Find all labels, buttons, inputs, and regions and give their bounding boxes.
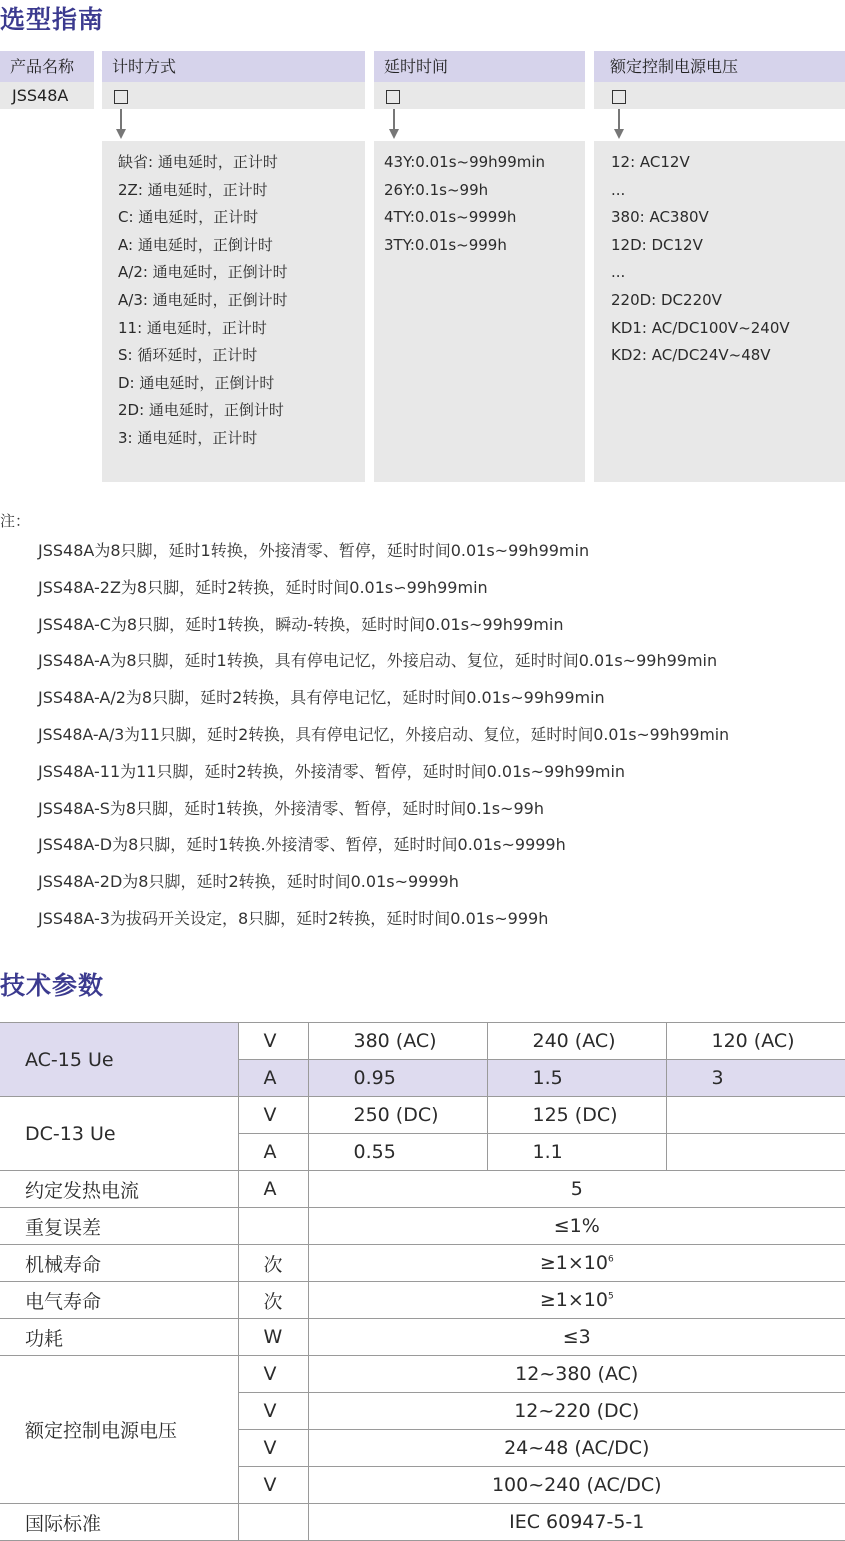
- table-row: [0, 1023, 845, 1060]
- list-item: ...: [611, 180, 626, 199]
- checkbox-icon: [612, 90, 626, 104]
- note-item: JSS48A-A/2为8只脚，延时2转换，具有停电记忆，延时时间0.01s~99h99min: [38, 688, 605, 708]
- table-row: [0, 1319, 845, 1356]
- list-item: 220D: DC220V: [611, 290, 722, 309]
- delay-time-options: [374, 141, 585, 482]
- dc13-v-2: 125 (DC): [487, 1097, 666, 1134]
- param-unit: [238, 1504, 308, 1541]
- supply-voltage-code-box: [594, 82, 845, 109]
- ac15-v-2: 240 (AC): [487, 1023, 666, 1060]
- note-item: JSS48A-A为8只脚，延时1转换，具有停电记忆，外接启动、复位，延时时间0.01s~99h99min: [38, 651, 718, 671]
- dc13-v-1: 250 (DC): [308, 1097, 487, 1134]
- param-value-exponent: 5: [607, 1291, 614, 1302]
- list-item: 12: AC12V: [611, 153, 690, 171]
- param-value: ≤3: [308, 1319, 845, 1356]
- delay-time-code-box: [374, 82, 585, 109]
- list-item: 2D: 通电延时，正倒计时: [118, 401, 284, 420]
- param-unit: V: [238, 1393, 308, 1430]
- supply-voltage-label: 额定控制电源电压: [0, 1356, 238, 1504]
- table-row: [0, 1097, 845, 1134]
- param-label: 机械寿命: [0, 1245, 238, 1282]
- checkbox-icon: [386, 90, 400, 104]
- note-item: JSS48A-11为11只脚，延时2转换，外接清零、暂停，延时时间0.01s~99h99min: [38, 761, 626, 781]
- param-unit: [238, 1208, 308, 1245]
- tech-params-title: 技术参数: [0, 971, 105, 1000]
- timing-mode-header: 计时方式: [102, 51, 365, 82]
- list-item: A: 通电延时，正倒计时: [118, 235, 273, 254]
- ac15-a-3: 3: [666, 1060, 845, 1097]
- param-label: 电气寿命: [0, 1282, 238, 1319]
- param-value: [308, 1245, 845, 1282]
- timing-mode-options: [102, 141, 365, 482]
- param-label: 功耗: [0, 1319, 238, 1356]
- param-unit: V: [238, 1430, 308, 1467]
- dc13-v-unit: V: [238, 1097, 308, 1134]
- table-row: [0, 1356, 845, 1393]
- note-item: JSS48A-2D为8只脚，延时2转换，延时时间0.01s~9999h: [38, 872, 459, 892]
- table-row: [0, 1504, 845, 1541]
- param-value: IEC 60947-5-1: [308, 1504, 845, 1541]
- ac15-a-1: 0.95: [308, 1060, 487, 1097]
- param-unit: 次: [238, 1245, 308, 1282]
- param-value-exponent: 6: [607, 1254, 614, 1265]
- tech-params-table: [0, 1022, 845, 1541]
- param-label: 约定发热电流: [0, 1171, 238, 1208]
- timing-mode-code-box: [102, 82, 365, 109]
- list-item: 3: 通电延时，正计时: [118, 428, 258, 447]
- product-name-value: JSS48A: [0, 82, 94, 109]
- supply-voltage-options: [594, 141, 845, 482]
- notes-label: 注：: [0, 512, 31, 530]
- notes-list: [38, 533, 729, 938]
- ac15-a-unit: A: [238, 1060, 308, 1097]
- list-item: 26Y:0.1s~99h: [384, 180, 489, 199]
- list-item: 3TY:0.01s~999h: [384, 235, 507, 254]
- list-item: D: 通电延时，正倒计时: [118, 373, 275, 392]
- note-item: JSS48A为8只脚，延时1转换，外接清零、暂停，延时时间0.01s~99h99min: [38, 541, 590, 560]
- list-item: S: 循环延时，正计时: [118, 346, 258, 365]
- param-value: 12~380 (AC): [308, 1356, 845, 1393]
- list-item: 380: AC380V: [611, 208, 709, 227]
- param-unit: A: [238, 1171, 308, 1208]
- list-item: 2Z: 通电延时，正计时: [118, 180, 268, 199]
- dc13-a-1: 0.55: [308, 1134, 487, 1171]
- down-arrow-icon: [614, 109, 624, 141]
- down-arrow-icon: [389, 109, 399, 141]
- param-value: 24~48 (AC/DC): [308, 1430, 845, 1467]
- table-row: [0, 1208, 845, 1245]
- param-unit: W: [238, 1319, 308, 1356]
- down-arrow-icon: [116, 109, 126, 141]
- list-item: 11: 通电延时，正计时: [118, 318, 267, 337]
- list-item: 12D: DC12V: [611, 235, 703, 254]
- ac15-v-1: 380 (AC): [308, 1023, 487, 1060]
- param-label: 国际标准: [0, 1504, 238, 1541]
- param-value: 100~240 (AC/DC): [308, 1467, 845, 1504]
- dc13-a-2: 1.1: [487, 1134, 666, 1171]
- table-row: [0, 1245, 845, 1282]
- list-item: 4TY:0.01s~9999h: [384, 208, 517, 227]
- selection-guide-title: 选型指南: [0, 5, 105, 34]
- dc13-v-3: [666, 1097, 845, 1134]
- list-item: C: 通电延时，正计时: [118, 208, 259, 227]
- ac15-v-unit: V: [238, 1023, 308, 1060]
- dc13-a-unit: A: [238, 1134, 308, 1171]
- note-item: JSS48A-3为拔码开关设定，8只脚，延时2转换，延时时间0.01s~999h: [38, 908, 549, 928]
- dc13-a-3: [666, 1134, 845, 1171]
- note-item: JSS48A-D为8只脚，延时1转换.外接清零、暂停，延时时间0.01s~9999h: [38, 835, 566, 855]
- param-unit: V: [238, 1356, 308, 1393]
- list-item: 缺省: 通电延时，正计时: [118, 153, 278, 171]
- param-label: 重复误差: [0, 1208, 238, 1245]
- note-item: JSS48A-C为8只脚，延时1转换，瞬动-转换，延时时间0.01s~99h99min: [38, 614, 564, 634]
- list-item: KD2: AC/DC24V~48V: [611, 346, 771, 365]
- param-value: 12~220 (DC): [308, 1393, 845, 1430]
- note-item: JSS48A-A/3为11只脚，延时2转换，具有停电记忆，外接启动、复位，延时时间0.01s~99h99min: [38, 724, 730, 744]
- note-item: JSS48A-2Z为8只脚，延时2转换，延时时间0.01s∽99h99min: [38, 577, 488, 597]
- param-unit: 次: [238, 1282, 308, 1319]
- product-name-header: 产品名称: [0, 51, 94, 82]
- note-item: JSS48A-S为8只脚，延时1转换，外接清零、暂停，延时时间0.1s~99h: [38, 798, 544, 818]
- ac15-a-2: 1.5: [487, 1060, 666, 1097]
- param-value-base: ≥1×10: [539, 1252, 608, 1274]
- list-item: A/3: 通电延时，正倒计时: [118, 290, 288, 309]
- supply-voltage-header: 额定控制电源电压: [594, 51, 845, 82]
- checkbox-icon: [114, 90, 128, 104]
- param-value: ≤1%: [308, 1208, 845, 1245]
- table-row: [0, 1171, 845, 1208]
- table-row: [0, 1282, 845, 1319]
- ac15-label: AC-15 Ue: [0, 1023, 238, 1097]
- param-value-base: ≥1×10: [539, 1289, 608, 1311]
- dc13-label: DC-13 Ue: [0, 1097, 238, 1171]
- delay-time-header: 延时时间: [374, 51, 585, 82]
- list-item: A/2: 通电延时，正倒计时: [118, 263, 288, 282]
- ac15-v-3: 120 (AC): [666, 1023, 845, 1060]
- list-item: 43Y:0.01s~99h99min: [384, 153, 546, 171]
- param-unit: V: [238, 1467, 308, 1504]
- list-item: KD1: AC/DC100V~240V: [611, 318, 790, 337]
- list-item: ...: [611, 263, 626, 282]
- param-value: 5: [308, 1171, 845, 1208]
- param-value: [308, 1282, 845, 1319]
